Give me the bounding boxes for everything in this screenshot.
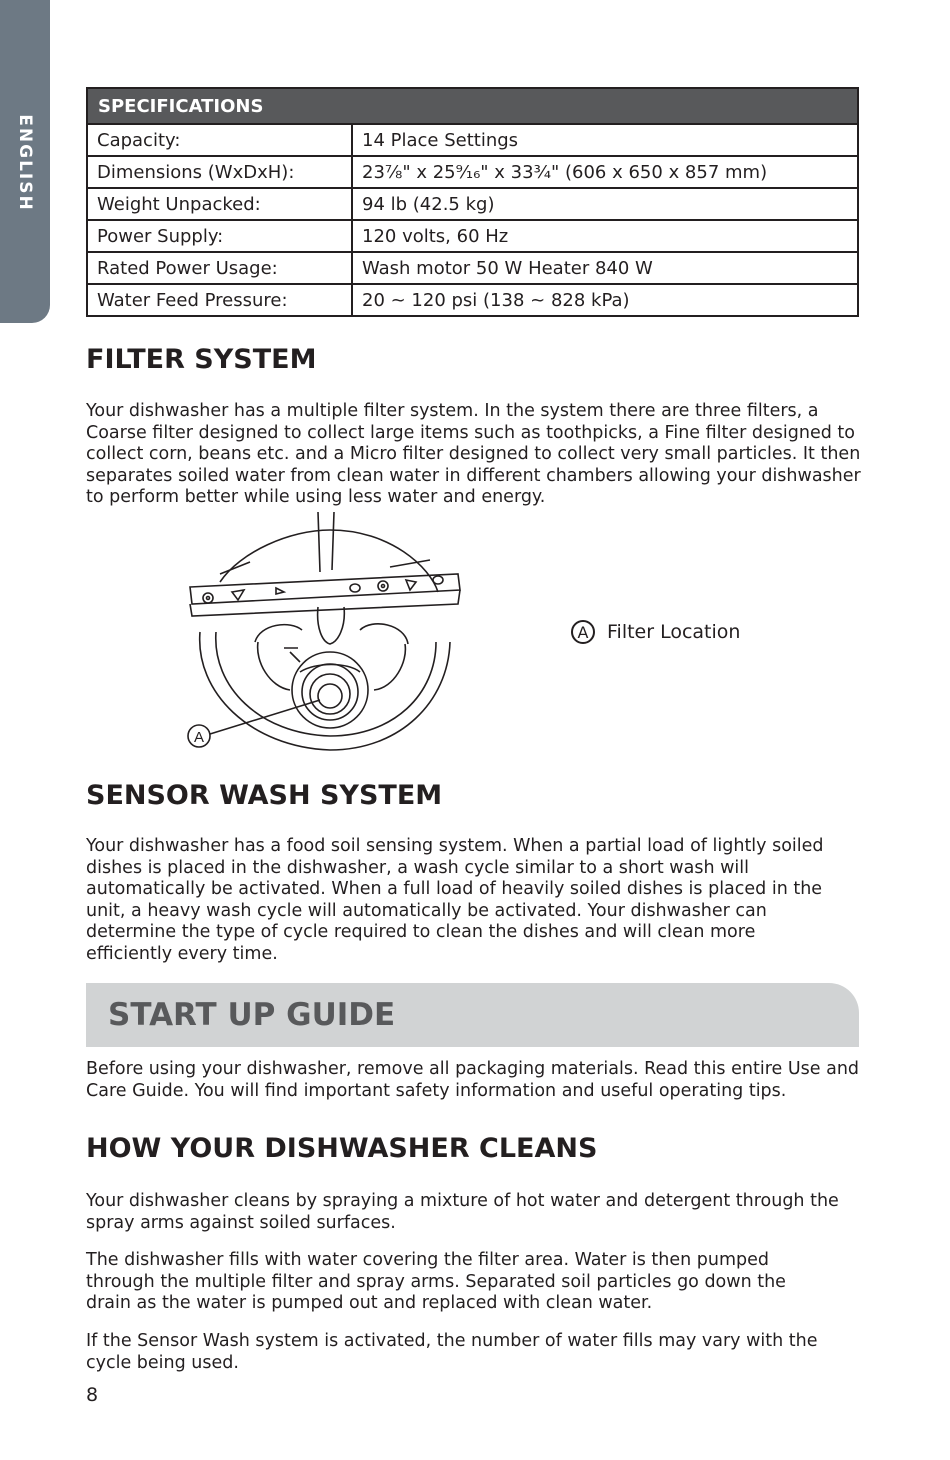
filter-system-heading: FILTER SYSTEM	[86, 344, 317, 375]
spec-value: 14 Place Settings	[352, 124, 858, 156]
sensor-wash-heading: SENSOR WASH SYSTEM	[86, 780, 443, 811]
spec-label: Dimensions (WxDxH):	[87, 156, 352, 188]
spec-label: Weight Unpacked:	[87, 188, 352, 220]
filter-system-body: Your dishwasher has a multiple filter system. In the system there are three filters, a Coarse filter designed to collect large items such as toothpicks, a Fine filter designed to collect corn, beans etc. and a Micro filter designed to collect very small particles. It then separates soiled water from clean water in different chambers allowing your dishwasher to perform better while using less water and energy.	[86, 401, 861, 507]
spec-value: 20 ~ 120 psi (138 ~ 828 kPa)	[352, 284, 858, 316]
specifications-table	[86, 87, 859, 317]
table-row	[87, 124, 858, 156]
callout-marker: A	[571, 620, 595, 644]
specifications-header: SPECIFICATIONS	[87, 88, 858, 124]
filter-location-diagram	[180, 512, 470, 757]
callout-label: Filter Location	[607, 621, 741, 643]
language-tab	[0, 0, 50, 323]
how-cleans-paragraph-1: Your dishwasher cleans by spraying a mixture of hot water and detergent through the spray arms against soiled surfaces.	[86, 1191, 839, 1233]
spec-value: 94 lb (42.5 kg)	[352, 188, 858, 220]
start-up-guide-banner	[86, 983, 859, 1047]
table-row	[87, 188, 858, 220]
spec-label: Water Feed Pressure:	[87, 284, 352, 316]
start-up-guide-heading: START UP GUIDE	[108, 997, 396, 1033]
specifications-header-row	[87, 88, 858, 124]
sensor-wash-body: Your dishwasher has a food soil sensing system. When a partial load of lightly soiled dishes is placed in the dishwasher, a wash cycle similar to a short wash will automatically be activated. When a full load of heavily soiled dishes is placed in the unit, a heavy wash cycle will automatically be activated. Your dishwasher can determine the type of cycle required to clean the dishes and will clean more efficiently every time.	[86, 836, 824, 964]
diagram-marker-label: A	[193, 729, 205, 746]
how-cleans-paragraph-2: The dishwasher fills with water covering the filter area. Water is then pumped through the multiple filter and spray arms. Separated soil particles go down the drain as the water is pumped out and replaced with clean water.	[86, 1250, 786, 1313]
spec-value: Wash motor 50 W Heater 840 W	[352, 252, 858, 284]
spec-label: Capacity:	[87, 124, 352, 156]
table-row	[87, 220, 858, 252]
how-cleans-paragraph-3: If the Sensor Wash system is activated, the number of water fills may vary with the cycle being used.	[86, 1331, 818, 1373]
table-row	[87, 156, 858, 188]
start-up-guide-body: Before using your dishwasher, remove all packaging materials. Read this entire Use and Care Guide. You will find important safety information and useful operating tips.	[86, 1059, 860, 1101]
table-row	[87, 252, 858, 284]
language-tab-label: ENGLISH	[15, 114, 35, 212]
page-number: 8	[86, 1384, 99, 1406]
table-row	[87, 284, 858, 316]
spec-value: 23⅞" x 25⁹⁄₁₆" x 33¾" (606 x 650 x 857 mm)	[352, 156, 858, 188]
spec-value: 120 volts, 60 Hz	[352, 220, 858, 252]
how-cleans-heading: HOW YOUR DISHWASHER CLEANS	[86, 1133, 598, 1164]
filter-location-callout	[571, 620, 740, 644]
spec-label: Rated Power Usage:	[87, 252, 352, 284]
spec-label: Power Supply:	[87, 220, 352, 252]
